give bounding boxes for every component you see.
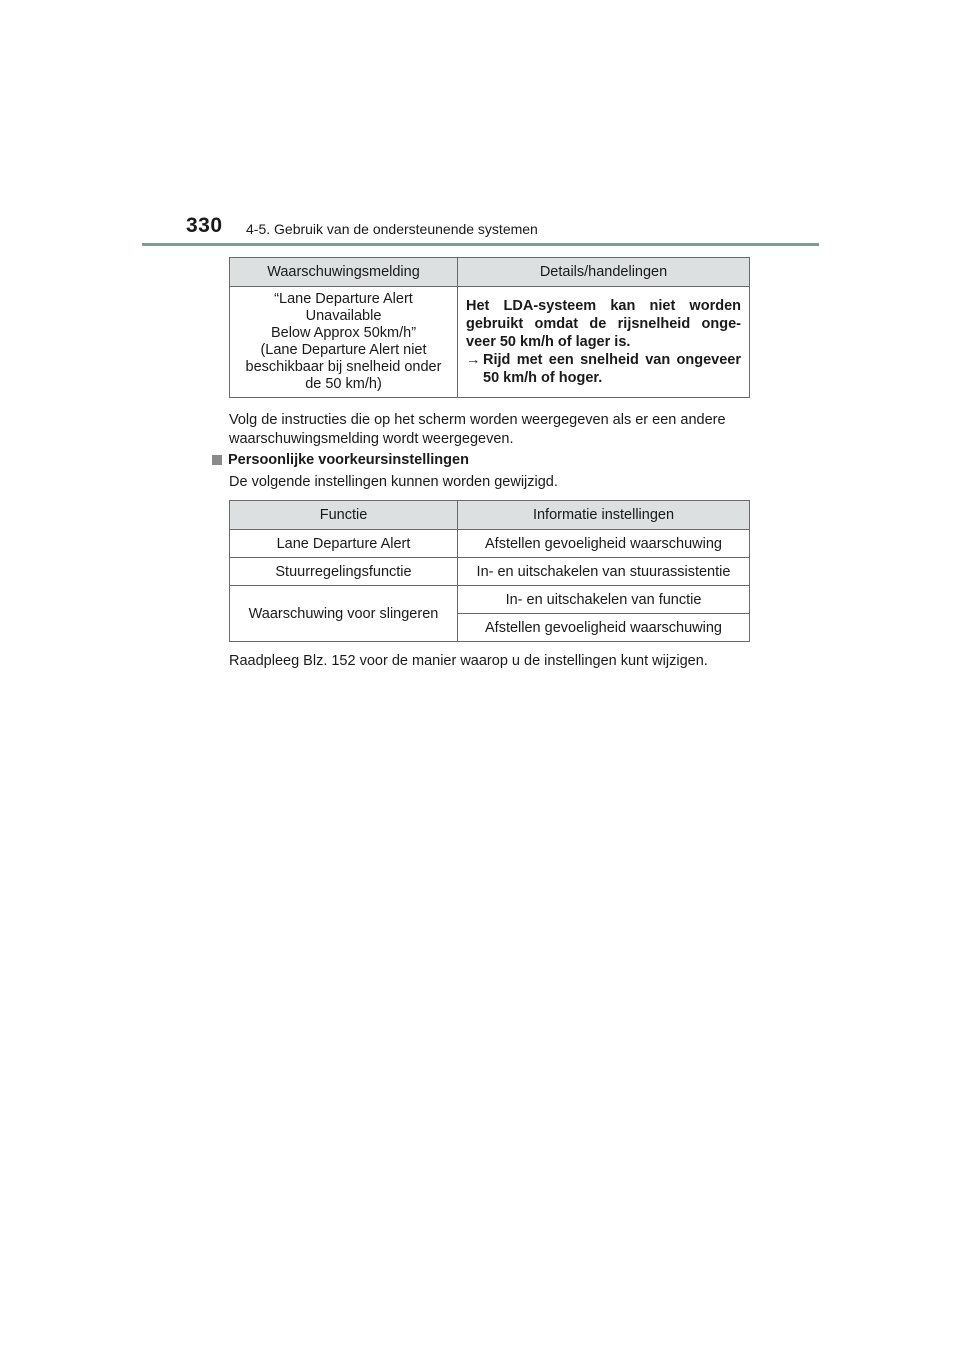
column-header-info: Informatie instellingen <box>458 501 750 530</box>
warning-message-table <box>229 257 750 398</box>
instruction-paragraph: Volg de instructies die op het scherm worden weergegeven als er een andere waarschuwingsmelding wordt weergegeven. <box>229 412 726 447</box>
square-bullet-icon <box>212 455 222 465</box>
info-cell: Afstellen gevoeligheid waarschuwing <box>458 530 750 558</box>
info-cell: In- en uitschakelen van stuurassistentie <box>458 558 750 586</box>
action-text: Rijd met een snelheid van ongeveer 50 km/h of hoger. <box>483 352 741 386</box>
detail-text: Het LDA-systeem kan niet worden gebruikt omdat de rijsnelheid onge-veer 50 km/h of lager is. <box>466 298 741 350</box>
message-line: “Lane Departure Alert <box>274 291 413 307</box>
table-row <box>230 530 750 558</box>
function-cell: Stuurregelingsfunctie <box>230 558 458 586</box>
info-cell: In- en uitschakelen van functie <box>458 586 750 614</box>
section-intro: De volgende instellingen kunnen worden gewijzigd. <box>229 474 558 490</box>
table-header-row <box>230 258 750 287</box>
settings-table <box>229 500 750 642</box>
page-number: 330 <box>186 214 223 237</box>
arrow-icon: → <box>466 352 481 368</box>
warning-message-cell <box>230 287 458 398</box>
table-row <box>230 586 750 614</box>
column-header-function: Functie <box>230 501 458 530</box>
column-header-warning: Waarschuwingsmelding <box>230 258 458 287</box>
message-line: Unavailable <box>305 308 382 324</box>
table-row <box>230 558 750 586</box>
function-cell: Lane Departure Alert <box>230 530 458 558</box>
table-header-row <box>230 501 750 530</box>
section-title: 4-5. Gebruik van de ondersteunende systemen <box>246 221 538 237</box>
column-header-details: Details/handelingen <box>458 258 750 287</box>
details-cell <box>458 287 750 398</box>
message-line: (Lane Departure Alert niet <box>260 342 427 358</box>
header-divider <box>142 243 819 246</box>
section-heading <box>212 452 469 468</box>
reference-paragraph: Raadpleeg Blz. 152 voor de manier waarop u de instellingen kunt wijzigen. <box>229 653 708 669</box>
action-line <box>466 351 741 387</box>
table-row <box>230 287 750 398</box>
section-heading-text: Persoonlijke voorkeursinstellingen <box>228 452 469 468</box>
message-line: Below Approx 50km/h” <box>270 325 417 341</box>
message-line: de 50 km/h) <box>305 376 382 392</box>
info-cell: Afstellen gevoeligheid waarschuwing <box>458 614 750 642</box>
message-line: beschikbaar bij snelheid onder <box>245 359 442 375</box>
function-cell: Waarschuwing voor slingeren <box>230 586 458 642</box>
